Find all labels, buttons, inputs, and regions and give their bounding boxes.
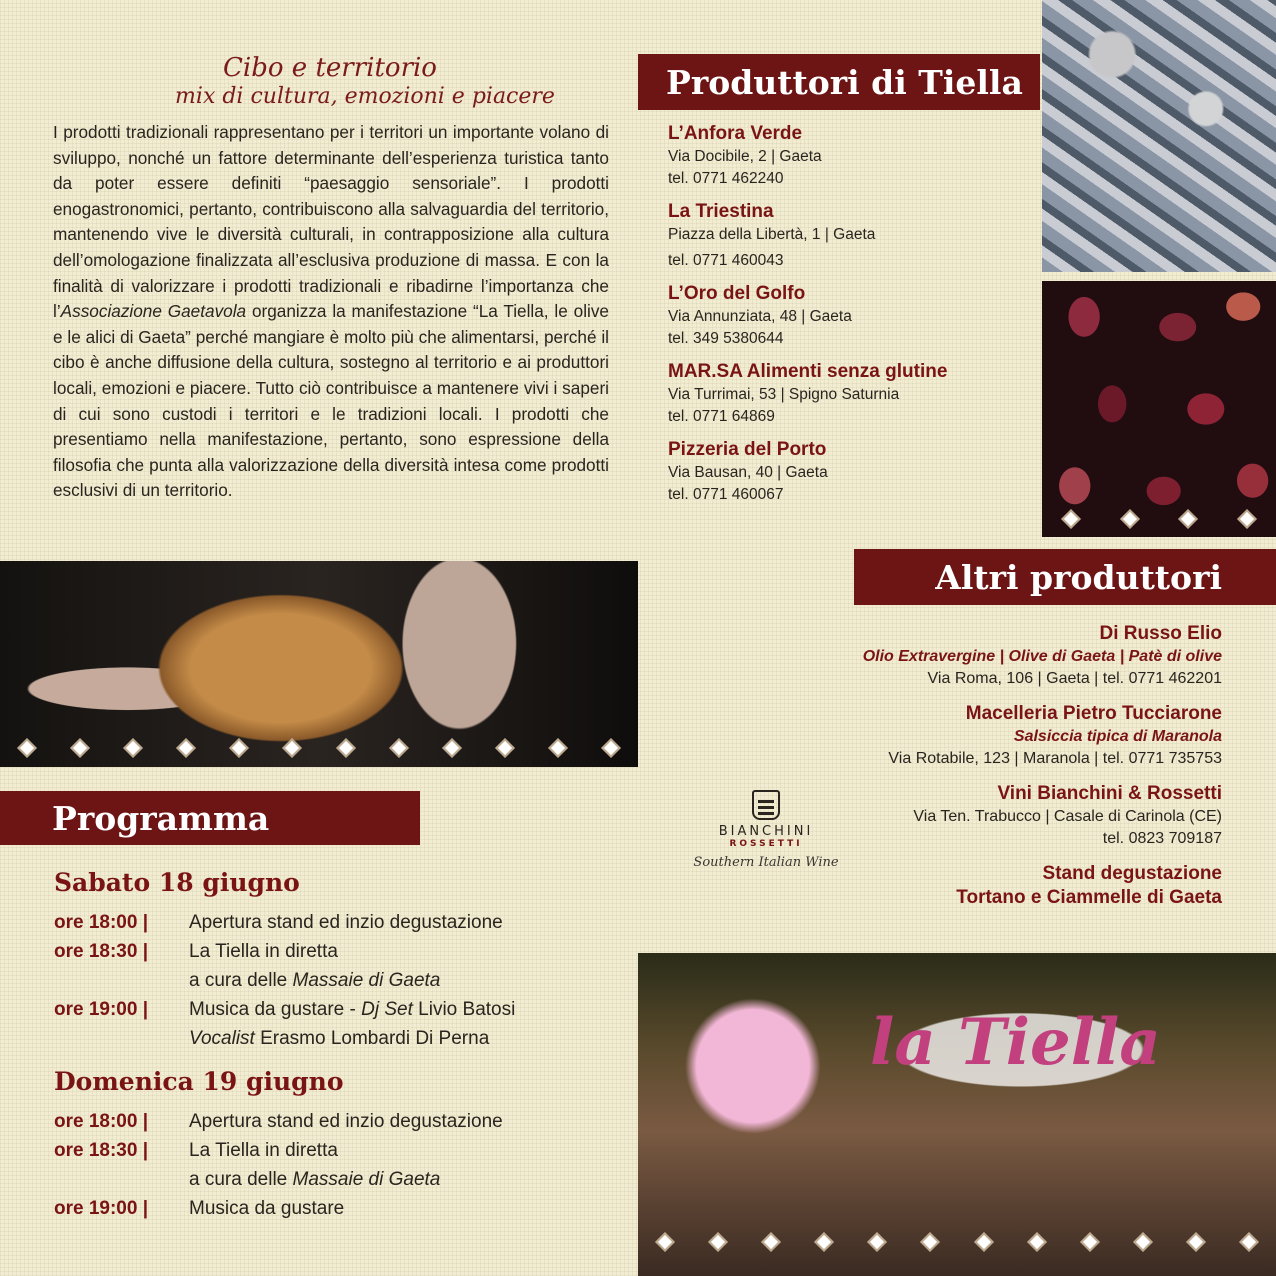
intro-body-part2: organizza la manifestazione “La Tiella, le olive e le alici di Gaeta” perché mangiare è molto più che alimentarsi, perché il cibo è anche diffusione della cultura, sostegno al territorio e ai produttori locali, emozioni e piacere. Tutto ciò contribuisce a mantenere vivi i saperi di cui sono custodi i territori e le tradizioni locali. I prodotti che presentiamo nella manifestazione, pertanto, sono espressione della filosofia che punta alla valorizzazione della diversità intesa come prodotti esclusivi di un territorio.	[53, 301, 609, 501]
producer-tel: tel. 0771 64869	[668, 408, 775, 425]
bianchini-logo	[666, 790, 866, 870]
intro-title-line1: Cibo e territorio	[223, 53, 437, 83]
event-time	[54, 908, 189, 937]
producer-tel: tel. 349 5380644	[668, 330, 784, 347]
event-row	[54, 1107, 634, 1136]
separator: |	[142, 1198, 149, 1219]
logo-name: BIANCHINI	[718, 824, 814, 839]
event-time-text: ore 18:30	[54, 941, 138, 962]
event-time	[54, 1194, 189, 1223]
altri-heading: Altri produttori	[854, 549, 1276, 605]
producer-name: Di Russo Elio	[1099, 623, 1222, 644]
event-text-part: Musica da gustare -	[189, 999, 362, 1020]
event-time-text: ore 19:00	[54, 999, 138, 1020]
event-text: La Tiella in diretta	[189, 1140, 338, 1161]
programma-heading: Programma	[0, 791, 420, 845]
event-detail	[54, 1024, 634, 1053]
producer-name: La Triestina	[668, 201, 774, 222]
olives-diamond-border	[1042, 510, 1276, 528]
producer-name: L’Anfora Verde	[668, 123, 803, 144]
producer-address: Via Turrimai, 53 | Spigno Saturnia	[668, 386, 900, 403]
event-detail	[54, 1165, 634, 1194]
fish-photo	[1042, 0, 1276, 272]
tiella-diamond-border	[0, 739, 638, 757]
stand-name: Stand degustazione	[1042, 863, 1222, 884]
day-title: Domenica 19 giugno	[54, 1067, 344, 1096]
programma	[54, 866, 634, 1223]
producer-info: Via Rotabile, 123 | Maranola | tel. 0771 735753	[888, 750, 1222, 767]
logo-tagline: Southern Italian Wine	[693, 855, 839, 870]
event-detail-text: a cura delle	[189, 1169, 293, 1190]
event-row	[54, 908, 634, 937]
event-time	[54, 995, 189, 1024]
event-row	[54, 995, 634, 1024]
event-text-italic: Dj Set	[361, 999, 413, 1020]
producer-tel: tel. 0823 709187	[1102, 830, 1222, 847]
producer-name: MAR.SA Alimenti senza glutine	[668, 361, 948, 382]
event-detail-italic: Vocalist	[189, 1028, 255, 1049]
festival-photo	[638, 953, 1276, 1276]
event-row	[54, 1194, 634, 1223]
logo-sub: ROSSETTI	[729, 839, 803, 849]
event-time	[54, 1136, 189, 1165]
event-detail-italic: Massaie di Gaeta	[292, 970, 441, 991]
event-text: Musica da gustare	[189, 1198, 345, 1219]
event-text: Apertura stand ed inzio degustazione	[189, 912, 503, 933]
event-time	[54, 937, 189, 966]
producer-name: L’Oro del Golfo	[668, 283, 806, 304]
event-row	[54, 1136, 634, 1165]
produttori-list	[668, 122, 1038, 516]
event-detail-text: a cura delle	[189, 970, 293, 991]
day-title: Sabato 18 giugno	[54, 868, 300, 897]
separator: |	[142, 1111, 149, 1132]
event-row	[54, 937, 634, 966]
crest-icon	[752, 790, 780, 820]
separator: |	[142, 999, 149, 1020]
tiella-photo	[0, 561, 638, 767]
intro-body-assoc: Associazione Gaetavola	[60, 301, 247, 322]
festival-diamond-border	[638, 1233, 1276, 1251]
intro-title	[40, 52, 620, 110]
producer-name: Vini Bianchini & Rossetti	[997, 783, 1222, 804]
event-detail	[54, 966, 634, 995]
produttori-heading: Produttori di Tiella	[638, 54, 1040, 110]
producer-info: Via Ten. Trabucco | Casale di Carinola (CE)	[913, 808, 1222, 825]
producer-tel: tel. 0771 460043	[668, 252, 784, 269]
olives-photo	[1042, 281, 1276, 537]
event-text	[189, 995, 515, 1024]
event-detail-italic: Massaie di Gaeta	[292, 1169, 441, 1190]
event-detail-text: Erasmo Lombardi Di Perna	[254, 1028, 490, 1049]
separator: |	[142, 1140, 149, 1161]
event-text: Apertura stand ed inzio degustazione	[189, 1111, 503, 1132]
event-time-text: ore 19:00	[54, 1198, 138, 1219]
event-time-text: ore 18:00	[54, 912, 138, 933]
producer-name: Macelleria Pietro Tucciarone	[965, 703, 1222, 724]
event-text-part: Livio Batosi	[412, 999, 516, 1020]
producer-name: Pizzeria del Porto	[668, 439, 827, 460]
event-time-text: ore 18:00	[54, 1111, 138, 1132]
producer-tel: tel. 0771 460067	[668, 486, 784, 503]
intro-title-line2: mix di cultura, emozioni e piacere	[175, 84, 555, 109]
producer-address: Piazza della Libertà, 1 | Gaeta	[668, 226, 876, 243]
list-item	[620, 702, 1222, 770]
producer-products: Olio Extravergine | Olive di Gaeta | Patè di olive	[862, 648, 1222, 665]
separator: |	[142, 912, 149, 933]
list-item	[668, 360, 1038, 428]
producer-products: Salsiccia tipica di Maranola	[1013, 728, 1222, 745]
intro-body-part1: I prodotti tradizionali rappresentano per i territori un importante volano di sviluppo, nonché un fattore determinante dell’esperienza turistica tanto da poter essere definiti “paesaggio sensoriale”. I prodotti enogastronomici, pertanto, contribuiscono alla salvaguardia del territorio, mantenendo vive le diversità culturali, in contrapposizione alla cultura dell’omologazione finalizzata all’esclusiva produzione di massa. E con la finalità di valorizzare i prodotti tradizionali e ribadirne l’importanza che l’	[53, 122, 609, 322]
stand-name-line2: Tortano e Ciammelle di Gaeta	[956, 887, 1222, 908]
festival-sign: la Tiella	[870, 1005, 1161, 1080]
list-item	[668, 438, 1038, 506]
event-time-text: ore 18:30	[54, 1140, 138, 1161]
separator: |	[142, 941, 149, 962]
event-time	[54, 1107, 189, 1136]
producer-address: Via Docibile, 2 | Gaeta	[668, 148, 822, 165]
list-item	[668, 200, 1038, 272]
altri-list	[620, 622, 1222, 922]
producer-address: Via Bausan, 40 | Gaeta	[668, 464, 828, 481]
intro-body	[53, 120, 609, 504]
list-item	[668, 122, 1038, 190]
producer-tel: tel. 0771 462240	[668, 170, 784, 187]
event-text: La Tiella in diretta	[189, 941, 338, 962]
list-item	[668, 282, 1038, 350]
list-item	[620, 622, 1222, 690]
producer-address: Via Annunziata, 48 | Gaeta	[668, 308, 852, 325]
producer-info: Via Roma, 106 | Gaeta | tel. 0771 462201	[927, 670, 1222, 687]
